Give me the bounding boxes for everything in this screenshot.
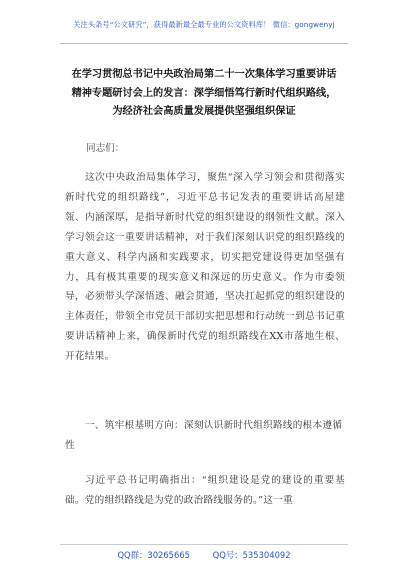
footer-qq-number: QQ号：535304092: [212, 550, 291, 560]
section-paragraph: 习近平总书记明确指出：“组织建设是党的建设的重要基础。党的组织路线是为党的政治路线服务的。”这一重: [65, 475, 345, 506]
footer-qq-group: QQ群：30265665: [117, 550, 190, 560]
section-heading: 一、筑牢根基明方向：深刻认识新时代组织路线的根本遵循性: [65, 420, 343, 451]
header-divider: [60, 43, 348, 44]
salutation: 同志们：: [86, 143, 125, 154]
footer-divider: [60, 544, 348, 545]
footer: [0, 549, 408, 561]
document-title: 在学习贯彻总书记中央政治局第二十一次集体学习重要讲话精神专题研讨会上的发言：深学细悟笃行新时代组织路线，为经济社会高质量发展提供坚强组织保证: [71, 69, 337, 117]
header-banner: 关注头条号“公文研究”，获得最新最全最专业的公文资料库！ 微信：gongwenyj: [73, 20, 335, 29]
body-paragraph: 这次中央政治局集体学习，聚焦“深入学习领会和贯彻落实新时代党的组织路线”，习近平总书记发表的重要讲话高屋建瓴、内涵深厚，是指导新时代党的组织建设的纲领性文献。深入学习领会这一重要讲话精神，对于我们深刻认识党的组织路线的重大意义、科学内涵和实践要求，切实把党建设得更加坚强有力，具有极其重要的现实意义和深远的历史意义。作为市委领导，必须带头学深悟透、融会贯通，坚决扛起抓党的组织建设的主体责任，带领全市党员干部切实把思想和行动统一到总书记重要讲话精神上来，确保新时代党的组织路线在XX市落地生根、开花结果。: [65, 172, 345, 363]
